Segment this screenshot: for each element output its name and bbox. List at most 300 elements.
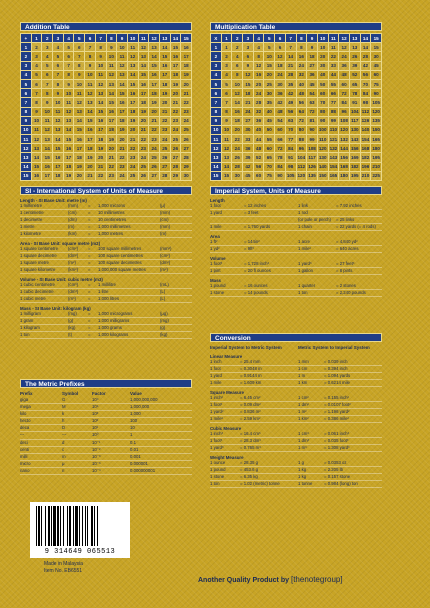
grid-cell: 19 bbox=[63, 171, 74, 180]
grid-cell: 8 bbox=[85, 52, 96, 61]
unit-row bbox=[20, 203, 192, 210]
grid-cell: 30 bbox=[317, 61, 328, 70]
grid-cell: 29 bbox=[181, 162, 192, 171]
unit-cell: 1 foot² bbox=[210, 402, 223, 407]
grid-cell: 70 bbox=[285, 125, 296, 134]
unit-cell: = bbox=[88, 289, 91, 294]
unit-cell: 1 gallon bbox=[298, 268, 314, 273]
grid-row bbox=[21, 70, 192, 79]
prefix-cell: M bbox=[62, 404, 66, 410]
grid-cell: 40 bbox=[296, 79, 307, 88]
grid-cell: 3 bbox=[243, 43, 254, 52]
unit-cell: (mg) bbox=[68, 311, 77, 316]
unit-row bbox=[210, 460, 382, 467]
grid-cell: 21 bbox=[127, 135, 138, 144]
grid-cell: 50 bbox=[317, 79, 328, 88]
unit-cell: 1 yard bbox=[210, 210, 222, 215]
grid-cell: 13 bbox=[106, 79, 117, 88]
prefix-row bbox=[20, 432, 192, 439]
grid-cell: 27 bbox=[307, 61, 318, 70]
grid-cell: 14 bbox=[285, 52, 296, 61]
grid-cell: 20 bbox=[181, 79, 192, 88]
prefix-cell: milli bbox=[20, 453, 28, 459]
unit-row bbox=[210, 438, 382, 445]
unit-cell: 100 square centimetres bbox=[98, 253, 143, 258]
grid-row bbox=[211, 52, 382, 61]
grid-cell: 4 bbox=[221, 70, 232, 79]
unit-cell: = bbox=[88, 253, 91, 258]
grid-cell: 16 bbox=[74, 135, 85, 144]
grid-cell: 99 bbox=[307, 135, 318, 144]
grid-cell: 20 bbox=[127, 125, 138, 134]
unit-cell: = 2 stones bbox=[336, 283, 356, 288]
unit-cell: 1 mile bbox=[210, 380, 222, 385]
grid-row-header: 11 bbox=[211, 135, 222, 144]
unit-row bbox=[210, 409, 382, 416]
grid-row-header: 6 bbox=[211, 89, 222, 98]
grid-cell: 16 bbox=[63, 144, 74, 153]
unit-cell: 1 kg bbox=[298, 474, 307, 479]
grid-cell: 18 bbox=[307, 52, 318, 61]
grid-cell: 140 bbox=[317, 162, 328, 171]
grid-cell: 23 bbox=[149, 135, 160, 144]
section-heading: Linear Measure bbox=[210, 354, 243, 359]
prefix-cell: d bbox=[62, 439, 65, 445]
grid-cell: 84 bbox=[285, 144, 296, 153]
grid-cell: 72 bbox=[307, 107, 318, 116]
grid-cell: 112 bbox=[360, 107, 371, 116]
grid-cell: 9 bbox=[85, 61, 96, 70]
brand-logo: [thenotegroup] bbox=[290, 575, 343, 584]
unit-cell: 1 millimetre bbox=[20, 203, 42, 208]
grid-cell: 8 bbox=[221, 107, 232, 116]
unit-cell: 1 stone bbox=[210, 290, 225, 295]
barcode-bar bbox=[38, 506, 40, 546]
grid-cell: 11 bbox=[221, 135, 232, 144]
unit-cell: (g) bbox=[68, 318, 74, 323]
grid-cell: 6 bbox=[53, 61, 64, 70]
grid-cell: 135 bbox=[307, 171, 318, 180]
grid-cell: 77 bbox=[285, 135, 296, 144]
unit-cell: 100 square millimetres bbox=[98, 246, 142, 251]
grid-cell: 13 bbox=[42, 135, 53, 144]
grid-header-cell: 6 bbox=[85, 34, 96, 43]
unit-cell: = 0.3048 m bbox=[240, 366, 262, 371]
grid-cell: 63 bbox=[307, 98, 318, 107]
grid-cell: 17 bbox=[74, 144, 85, 153]
grid-cell: 12 bbox=[85, 89, 96, 98]
grid-header-cell: 12 bbox=[339, 34, 350, 43]
grid-cell: 16 bbox=[127, 89, 138, 98]
prefix-row bbox=[20, 425, 192, 432]
grid-cell: 33 bbox=[328, 61, 339, 70]
unit-cell: 1 link bbox=[298, 203, 309, 208]
grid-cell: 78 bbox=[275, 153, 286, 162]
unit-cell: 1 chain bbox=[298, 224, 312, 229]
grid-row-header: 5 bbox=[211, 79, 222, 88]
grid-cell: 121 bbox=[328, 135, 339, 144]
grid-cell: 30 bbox=[264, 89, 275, 98]
grid-header-cell: 15 bbox=[371, 34, 382, 43]
grid-cell: 28 bbox=[159, 171, 170, 180]
prefix-cell: 0.01 bbox=[130, 446, 139, 452]
grid-cell: 12 bbox=[339, 43, 350, 52]
grid-cell: 81 bbox=[307, 116, 318, 125]
grid-cell: 22 bbox=[106, 162, 117, 171]
grid-cell: 5 bbox=[53, 52, 64, 61]
unit-row bbox=[210, 380, 382, 387]
unit-row bbox=[20, 260, 192, 267]
grid-row bbox=[211, 43, 382, 52]
unit-cell: = 0.9144 m bbox=[240, 373, 262, 378]
grid-row-header: 12 bbox=[211, 144, 222, 153]
metric-prefixes-panel bbox=[20, 379, 192, 475]
unit-row bbox=[20, 282, 192, 289]
grid-cell: 108 bbox=[339, 116, 350, 125]
grid-cell: 21 bbox=[106, 153, 117, 162]
grid-cell: 15 bbox=[117, 89, 128, 98]
grid-cell: 120 bbox=[317, 144, 328, 153]
grid-header-row bbox=[21, 34, 192, 43]
barcode-bar bbox=[41, 506, 42, 546]
grid-cell: 12 bbox=[221, 144, 232, 153]
unit-cell: = 20 fl ounces bbox=[244, 268, 271, 273]
grid-cell: 14 bbox=[117, 79, 128, 88]
prefix-cell: 10⁻⁶ bbox=[92, 460, 101, 466]
unit-cell: 1 mm bbox=[298, 359, 309, 364]
grid-cell: 22 bbox=[117, 153, 128, 162]
grid-header-cell: 6 bbox=[275, 34, 286, 43]
grid-cell: 24 bbox=[296, 61, 307, 70]
grid-cell: 120 bbox=[296, 171, 307, 180]
grid-cell: 8 bbox=[53, 79, 64, 88]
grid-corner: + bbox=[21, 34, 32, 43]
unit-cell: 1,000 microns bbox=[98, 203, 125, 208]
unit-cell: = 2.205 lb bbox=[324, 467, 343, 472]
grid-cell: 78 bbox=[349, 89, 360, 98]
unit-cell: = 6.35 kg bbox=[240, 474, 258, 479]
grid-cell: 27 bbox=[181, 144, 192, 153]
unit-cell: 1 ounce bbox=[210, 460, 226, 465]
grid-cell: 90 bbox=[275, 171, 286, 180]
unit-cell: = bbox=[88, 210, 91, 215]
unit-cell: = 453.6 g bbox=[240, 467, 259, 472]
prefix-cell: nano bbox=[20, 467, 30, 473]
grid-cell: 42 bbox=[275, 98, 286, 107]
unit-row bbox=[210, 210, 382, 217]
grid-cell: 40 bbox=[317, 70, 328, 79]
grid-row bbox=[211, 89, 382, 98]
unit-cell: = 0.09 dm² bbox=[240, 402, 261, 407]
grid-cell: 55 bbox=[264, 135, 275, 144]
grid-cell: 104 bbox=[349, 107, 360, 116]
unit-cell: = 27 feet³ bbox=[336, 261, 355, 266]
grid-cell: 15 bbox=[53, 144, 64, 153]
grid-cell: 13 bbox=[74, 107, 85, 116]
unit-cell: 1 square kilometre bbox=[20, 267, 56, 272]
grid-cell: 33 bbox=[243, 135, 254, 144]
unit-cell bbox=[336, 210, 382, 216]
grid-cell: 25 bbox=[127, 171, 138, 180]
grid-cell: 25 bbox=[170, 135, 181, 144]
section-heading: Cubic Measure bbox=[210, 426, 242, 431]
grid-cell: 9 bbox=[221, 116, 232, 125]
grid-cell: 20 bbox=[149, 107, 160, 116]
grid-cell: 154 bbox=[328, 162, 339, 171]
grid-cell: 10 bbox=[264, 52, 275, 61]
grid-cell: 99 bbox=[328, 116, 339, 125]
grid-cell: 18 bbox=[232, 116, 243, 125]
grid-cell: 28 bbox=[285, 70, 296, 79]
grid-cell: 15 bbox=[85, 116, 96, 125]
grid-cell: 195 bbox=[349, 171, 360, 180]
grid-cell: 12 bbox=[243, 70, 254, 79]
grid-cell: 2 bbox=[232, 43, 243, 52]
grid-cell: 9 bbox=[95, 52, 106, 61]
grid-cell: 15 bbox=[221, 171, 232, 180]
grid-cell: 6 bbox=[63, 52, 74, 61]
grid-cell: 19 bbox=[159, 89, 170, 98]
grid-cell: 56 bbox=[285, 107, 296, 116]
prefix-cell: m bbox=[62, 453, 66, 459]
grid-cell: 28 bbox=[181, 153, 192, 162]
grid-cell: 19 bbox=[74, 162, 85, 171]
grid-cell: 10 bbox=[106, 52, 117, 61]
grid-row-header: 1 bbox=[211, 43, 222, 52]
prefix-row bbox=[20, 411, 192, 418]
grid-cell: 130 bbox=[317, 153, 328, 162]
grid-cell: 24 bbox=[117, 171, 128, 180]
unit-cell: 1 kilogram bbox=[20, 325, 40, 330]
grid-cell: 22 bbox=[138, 135, 149, 144]
grid-cell: 11 bbox=[63, 98, 74, 107]
grid-cell: 25 bbox=[149, 153, 160, 162]
unit-cell: (cm²) bbox=[68, 246, 79, 251]
grid-cell: 16 bbox=[296, 52, 307, 61]
grid-cell: 60 bbox=[339, 79, 350, 88]
grid-cell: 70 bbox=[360, 79, 371, 88]
grid-cell: 60 bbox=[317, 89, 328, 98]
grid-cell: 19 bbox=[170, 79, 181, 88]
grid-cell: 165 bbox=[328, 171, 339, 180]
grid-row-header: 7 bbox=[21, 98, 32, 107]
grid-cell: 24 bbox=[170, 125, 181, 134]
unit-cell: = 8 pints bbox=[336, 268, 353, 273]
grid-cell: 19 bbox=[106, 135, 117, 144]
grid-cell: 20 bbox=[117, 135, 128, 144]
prefix-cell: 10 bbox=[130, 425, 135, 431]
grid-cell: 90 bbox=[307, 125, 318, 134]
grid-cell: 44 bbox=[253, 135, 264, 144]
barcode-bar bbox=[73, 506, 74, 546]
grid-cell: 8 bbox=[296, 43, 307, 52]
unit-row bbox=[210, 224, 382, 231]
grid-cell: 100 bbox=[317, 125, 328, 134]
barcode-bar bbox=[79, 506, 80, 546]
grid-cell: 196 bbox=[360, 162, 371, 171]
grid-cell: 32 bbox=[296, 70, 307, 79]
grid-cell: 12 bbox=[106, 70, 117, 79]
unit-row bbox=[210, 474, 382, 481]
grid-cell: 14 bbox=[95, 98, 106, 107]
grid-cell: 17 bbox=[85, 135, 96, 144]
barcode-bar bbox=[91, 506, 93, 546]
grid-cell: 22 bbox=[95, 171, 106, 180]
grid-cell: 35 bbox=[285, 79, 296, 88]
unit-cell: 10 centimetres bbox=[98, 217, 127, 222]
grid-cell: 5 bbox=[42, 61, 53, 70]
grid-cell: 18 bbox=[181, 61, 192, 70]
unit-cell: 1 m bbox=[298, 373, 306, 378]
barcode-bar bbox=[94, 506, 95, 546]
unit-cell: = 28.35 g bbox=[240, 460, 259, 465]
grid-cell: 75 bbox=[264, 171, 275, 180]
grid-cell: 15 bbox=[159, 52, 170, 61]
grid-cell: 18 bbox=[138, 98, 149, 107]
grid-cell: 143 bbox=[328, 153, 339, 162]
grid-cell: 168 bbox=[339, 162, 350, 171]
grid-cell: 13 bbox=[138, 52, 149, 61]
grid-cell: 21 bbox=[149, 116, 160, 125]
grid-cell: 22 bbox=[181, 98, 192, 107]
grid-cell: 3 bbox=[42, 43, 53, 52]
grid-cell: 6 bbox=[232, 61, 243, 70]
grid-header-cell: 5 bbox=[264, 34, 275, 43]
brand-tagline: Another Quality Product by bbox=[198, 577, 290, 584]
grid-cell: 18 bbox=[74, 153, 85, 162]
grid-cell: 11 bbox=[31, 125, 42, 134]
grid-cell: 6 bbox=[221, 89, 232, 98]
unit-cell: = bbox=[88, 246, 91, 251]
grid-cell: 84 bbox=[360, 89, 371, 98]
grid-cell: 72 bbox=[339, 89, 350, 98]
grid-cell: 80 bbox=[317, 107, 328, 116]
imperial-units-title: Imperial System, Units of Measure bbox=[210, 186, 382, 195]
grid-cell: 17 bbox=[117, 107, 128, 116]
grid-cell: 15 bbox=[371, 43, 382, 52]
grid-cell: 18 bbox=[85, 144, 96, 153]
grid-cell: 182 bbox=[349, 162, 360, 171]
grid-header-cell: 5 bbox=[74, 34, 85, 43]
unit-cell: (dm²) bbox=[160, 260, 171, 265]
grid-cell: 36 bbox=[275, 89, 286, 98]
unit-cell: 1 litre bbox=[98, 289, 109, 294]
grid-header-cell: 1 bbox=[31, 34, 42, 43]
grid-cell: 20 bbox=[85, 162, 96, 171]
grid-cell: 42 bbox=[243, 162, 254, 171]
addition-table-title: Addition Table bbox=[20, 22, 192, 31]
unit-row bbox=[20, 231, 192, 238]
grid-row-header: 5 bbox=[21, 79, 32, 88]
prefix-cell: 10⁹ bbox=[92, 397, 99, 402]
grid-cell: 21 bbox=[138, 125, 149, 134]
unit-cell: = 0.0353 oz bbox=[324, 460, 347, 465]
unit-cell: = 1.609 km bbox=[240, 380, 262, 385]
prefix-row bbox=[20, 440, 192, 447]
grid-cell: 26 bbox=[170, 144, 181, 153]
grid-cell: 21 bbox=[159, 107, 170, 116]
grid-cell: 17 bbox=[170, 61, 181, 70]
grid-cell: 2 bbox=[31, 43, 42, 52]
grid-cell: 80 bbox=[296, 125, 307, 134]
unit-cell: 1 kg bbox=[298, 467, 307, 472]
grid-cell: 10 bbox=[53, 98, 64, 107]
unit-row bbox=[20, 325, 192, 332]
unit-row bbox=[210, 395, 382, 402]
grid-cell: 14 bbox=[159, 43, 170, 52]
grid-cell: 144 bbox=[339, 144, 350, 153]
grid-cell: 91 bbox=[285, 153, 296, 162]
grid-cell: 13 bbox=[149, 43, 160, 52]
grid-cell: 77 bbox=[328, 98, 339, 107]
grid-cell: 7 bbox=[285, 43, 296, 52]
unit-cell: (mg) bbox=[160, 318, 169, 323]
grid-cell: 23 bbox=[106, 171, 117, 180]
unit-cell: 1 foot bbox=[210, 203, 221, 208]
grid-cell: 110 bbox=[317, 135, 328, 144]
grid-cell: 3 bbox=[31, 52, 42, 61]
unit-cell: (mL) bbox=[160, 282, 169, 287]
unit-cell: (L) bbox=[160, 289, 166, 294]
grid-cell: 26 bbox=[159, 153, 170, 162]
grid-row-header: 3 bbox=[21, 61, 32, 70]
grid-row bbox=[211, 107, 382, 116]
unit-cell: = bbox=[88, 203, 91, 208]
unit-cell: = 25 links bbox=[336, 217, 355, 222]
unit-row bbox=[20, 318, 192, 325]
grid-row bbox=[211, 98, 382, 107]
grid-header-cell: 3 bbox=[243, 34, 254, 43]
grid-cell: 91 bbox=[349, 98, 360, 107]
barcode-bar bbox=[82, 506, 83, 546]
unit-cell: = 12 inches bbox=[244, 203, 267, 208]
grid-cell: 19 bbox=[85, 153, 96, 162]
grid-cell: 14 bbox=[31, 153, 42, 162]
addition-table bbox=[20, 33, 192, 181]
multiplication-table-panel bbox=[210, 22, 382, 181]
grid-cell: 6 bbox=[31, 79, 42, 88]
section-heading: Area - SI Base Unit: square metre (m2) bbox=[20, 241, 101, 246]
prefix-cell: 1,000,000,000 bbox=[130, 397, 158, 402]
grid-cell: 40 bbox=[264, 107, 275, 116]
grid-cell: 180 bbox=[339, 171, 350, 180]
grid-cell: 12 bbox=[127, 52, 138, 61]
unit-cell: (m²) bbox=[160, 267, 168, 272]
grid-row bbox=[211, 162, 382, 171]
grid-cell: 18 bbox=[149, 89, 160, 98]
prefix-row bbox=[20, 404, 192, 411]
conversion-body bbox=[210, 354, 382, 488]
grid-cell: 8 bbox=[42, 89, 53, 98]
grid-cell: 16 bbox=[159, 61, 170, 70]
si-units-panel bbox=[20, 186, 192, 339]
grid-cell: 11 bbox=[328, 43, 339, 52]
unit-cell: = 2.59 km² bbox=[240, 416, 261, 421]
unit-cell: (dm³) bbox=[68, 289, 79, 294]
grid-row-header: 4 bbox=[211, 70, 222, 79]
multiplication-table-title: Multiplication Table bbox=[210, 22, 382, 31]
grid-cell: 90 bbox=[317, 116, 328, 125]
grid-cell: 23 bbox=[159, 125, 170, 134]
unit-cell: 1 cubic decimetre bbox=[20, 289, 54, 294]
addition-table-panel bbox=[20, 22, 192, 181]
grid-cell: 26 bbox=[232, 153, 243, 162]
unit-cell: 1 millilitre bbox=[98, 282, 116, 287]
grid-cell: 18 bbox=[53, 171, 64, 180]
grid-cell: 16 bbox=[85, 125, 96, 134]
grid-header-cell: 9 bbox=[307, 34, 318, 43]
prefix-row bbox=[20, 461, 192, 468]
